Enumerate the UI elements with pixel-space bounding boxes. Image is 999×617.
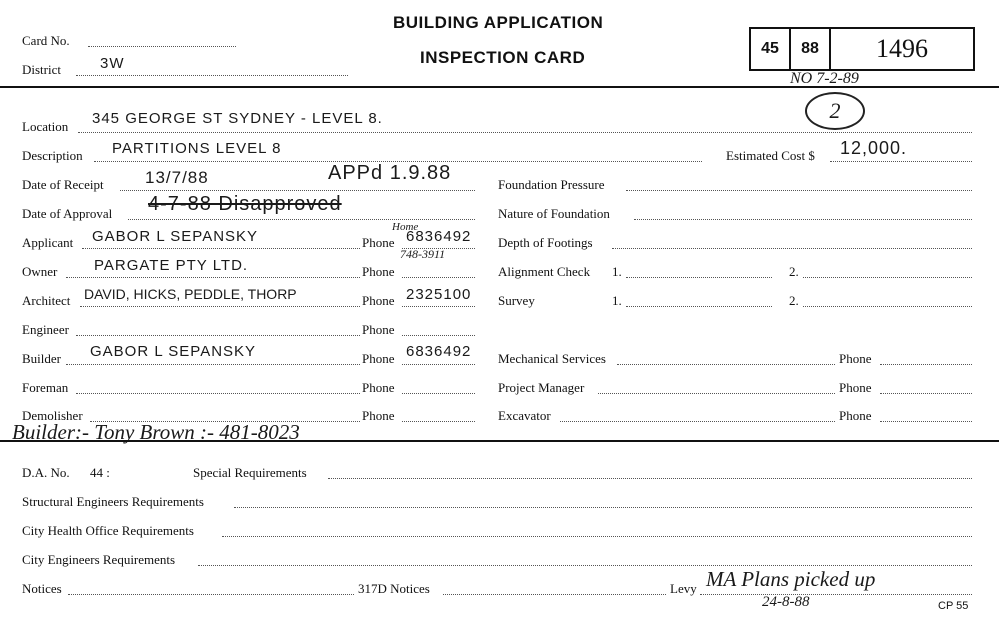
survey-label: Survey — [498, 293, 535, 308]
applicant-label: Applicant — [22, 235, 74, 250]
survey-num-2: 2. — [789, 293, 799, 308]
engineer-phone-line — [402, 335, 475, 336]
builder-value: GABOR L SEPANSKY — [90, 343, 257, 360]
notices-317d-line — [443, 594, 666, 595]
applicant-home-phone: 748-3911 — [400, 247, 446, 261]
nature-foundation-label: Nature of Foundation — [498, 206, 610, 221]
levy-date: 24-8-88 — [762, 594, 810, 610]
architect-value: DAVID, HICKS, PEDDLE, THORP — [84, 286, 297, 302]
owner-phone-label: Phone — [362, 264, 395, 279]
alignment-line-1 — [626, 277, 772, 278]
estimated-cost-value: 12,000. — [840, 138, 908, 158]
date-receipt-value: 13/7/88 — [145, 168, 209, 187]
structural-label: Structural Engineers Requirements — [22, 494, 204, 509]
engineer-phone-label: Phone — [362, 322, 395, 337]
header-divider — [0, 86, 999, 88]
mechanical-label: Mechanical Services — [498, 351, 606, 366]
card-no-label: Card No. — [22, 33, 70, 48]
number-box-3: 1496 — [829, 27, 975, 71]
depth-footings-line — [612, 248, 972, 249]
levy-note: MA Plans picked up — [706, 567, 876, 591]
survey-num-1: 1. — [612, 293, 622, 308]
circled-number: 2 — [805, 92, 865, 130]
alignment-line-2 — [803, 277, 972, 278]
description-label: Description — [22, 148, 83, 163]
box-note: NO 7-2-89 — [790, 70, 859, 87]
foundation-pressure-label: Foundation Pressure — [498, 177, 605, 192]
special-req-line — [328, 478, 972, 479]
applicant-home-note: Home — [392, 221, 419, 233]
location-line — [78, 132, 972, 133]
foreman-phone-label: Phone — [362, 380, 395, 395]
number-box-2: 88 — [789, 27, 831, 71]
date-approval-value: 4-7-88 Disapproved — [148, 193, 342, 215]
architect-phone-label: Phone — [362, 293, 395, 308]
notices-line — [68, 594, 354, 595]
special-req-label: Special Requirements — [193, 465, 307, 480]
approved-note: APPd 1.9.88 — [328, 162, 452, 184]
date-approval-line — [128, 219, 475, 220]
levy-label: Levy — [670, 581, 697, 596]
location-value: 345 GEORGE ST SYDNEY - LEVEL 8. — [92, 110, 383, 127]
da-label: D.A. No. — [22, 465, 70, 480]
architect-phone-value: 2325100 — [406, 286, 472, 303]
alignment-num-1: 1. — [612, 264, 622, 279]
project-manager-phone-line — [880, 393, 972, 394]
date-receipt-line — [120, 190, 475, 191]
district-value: 3W — [100, 55, 125, 72]
foreman-label: Foreman — [22, 380, 69, 395]
city-health-label: City Health Office Requirements — [22, 523, 194, 538]
mechanical-line — [617, 364, 835, 365]
depth-footings-label: Depth of Footings — [498, 235, 593, 250]
district-label: District — [22, 62, 61, 77]
owner-value: PARGATE PTY LTD. — [94, 257, 249, 274]
card-no-line — [88, 46, 236, 47]
mechanical-phone-label: Phone — [839, 351, 872, 366]
survey-line-1 — [626, 306, 772, 307]
foreman-line — [76, 393, 360, 394]
excavator-phone-line — [880, 421, 972, 422]
notices-label: Notices — [22, 581, 62, 596]
structural-line — [234, 507, 972, 508]
alignment-check-label: Alignment Check — [498, 264, 591, 279]
estimated-cost-label: Estimated Cost $ — [726, 148, 815, 163]
engineer-label: Engineer — [22, 322, 69, 337]
project-manager-phone-label: Phone — [839, 380, 872, 395]
owner-line — [66, 277, 360, 278]
owner-label: Owner — [22, 264, 58, 279]
builder-line — [66, 364, 360, 365]
city-engineers-line — [198, 565, 972, 566]
architect-phone-line — [402, 306, 475, 307]
estimated-cost-line — [830, 161, 972, 162]
city-engineers-label: City Engineers Requirements — [22, 552, 176, 567]
excavator-phone-label: Phone — [839, 408, 872, 423]
date-receipt-label: Date of Receipt — [22, 177, 104, 192]
alignment-num-2: 2. — [789, 264, 799, 279]
title-line-1: BUILDING APPLICATION — [393, 13, 604, 32]
foreman-phone-line — [402, 393, 475, 394]
engineer-line — [76, 335, 360, 336]
builder-note: Builder:- Tony Brown :- 481-8023 — [12, 420, 300, 444]
builder-phone-line — [402, 364, 475, 365]
foundation-pressure-line — [626, 190, 972, 191]
location-label: Location — [22, 119, 69, 134]
survey-line-2 — [803, 306, 972, 307]
title-line-2: INSPECTION CARD — [420, 48, 586, 67]
notices-317d-label: 317D Notices — [358, 581, 430, 596]
excavator-line — [560, 421, 835, 422]
applicant-line — [82, 248, 360, 249]
demolisher-label: Demolisher — [22, 408, 83, 423]
builder-phone-label: Phone — [362, 351, 395, 366]
applicant-value: GABOR L SEPANSKY — [92, 228, 259, 245]
middle-divider — [0, 440, 999, 442]
date-approval-label: Date of Approval — [22, 206, 113, 221]
builder-label: Builder — [22, 351, 61, 366]
district-line — [76, 75, 348, 76]
demolisher-phone-label: Phone — [362, 408, 395, 423]
levy-line — [700, 594, 972, 595]
nature-foundation-line — [634, 219, 972, 220]
demolisher-phone-line — [402, 421, 475, 422]
excavator-label: Excavator — [498, 408, 551, 423]
applicant-phone-value: 6836492 — [406, 228, 472, 245]
form-code: CP 55 — [938, 600, 969, 612]
city-health-line — [222, 536, 972, 537]
number-box-1: 45 — [749, 27, 791, 71]
da-value: 44 : — [90, 465, 110, 480]
applicant-phone-label: Phone — [362, 235, 395, 250]
architect-line — [80, 306, 360, 307]
architect-label: Architect — [22, 293, 71, 308]
owner-phone-line — [402, 277, 475, 278]
project-manager-line — [598, 393, 835, 394]
description-value: PARTITIONS LEVEL 8 — [112, 140, 282, 157]
mechanical-phone-line — [880, 364, 972, 365]
project-manager-label: Project Manager — [498, 380, 585, 395]
builder-phone-value: 6836492 — [406, 343, 472, 360]
